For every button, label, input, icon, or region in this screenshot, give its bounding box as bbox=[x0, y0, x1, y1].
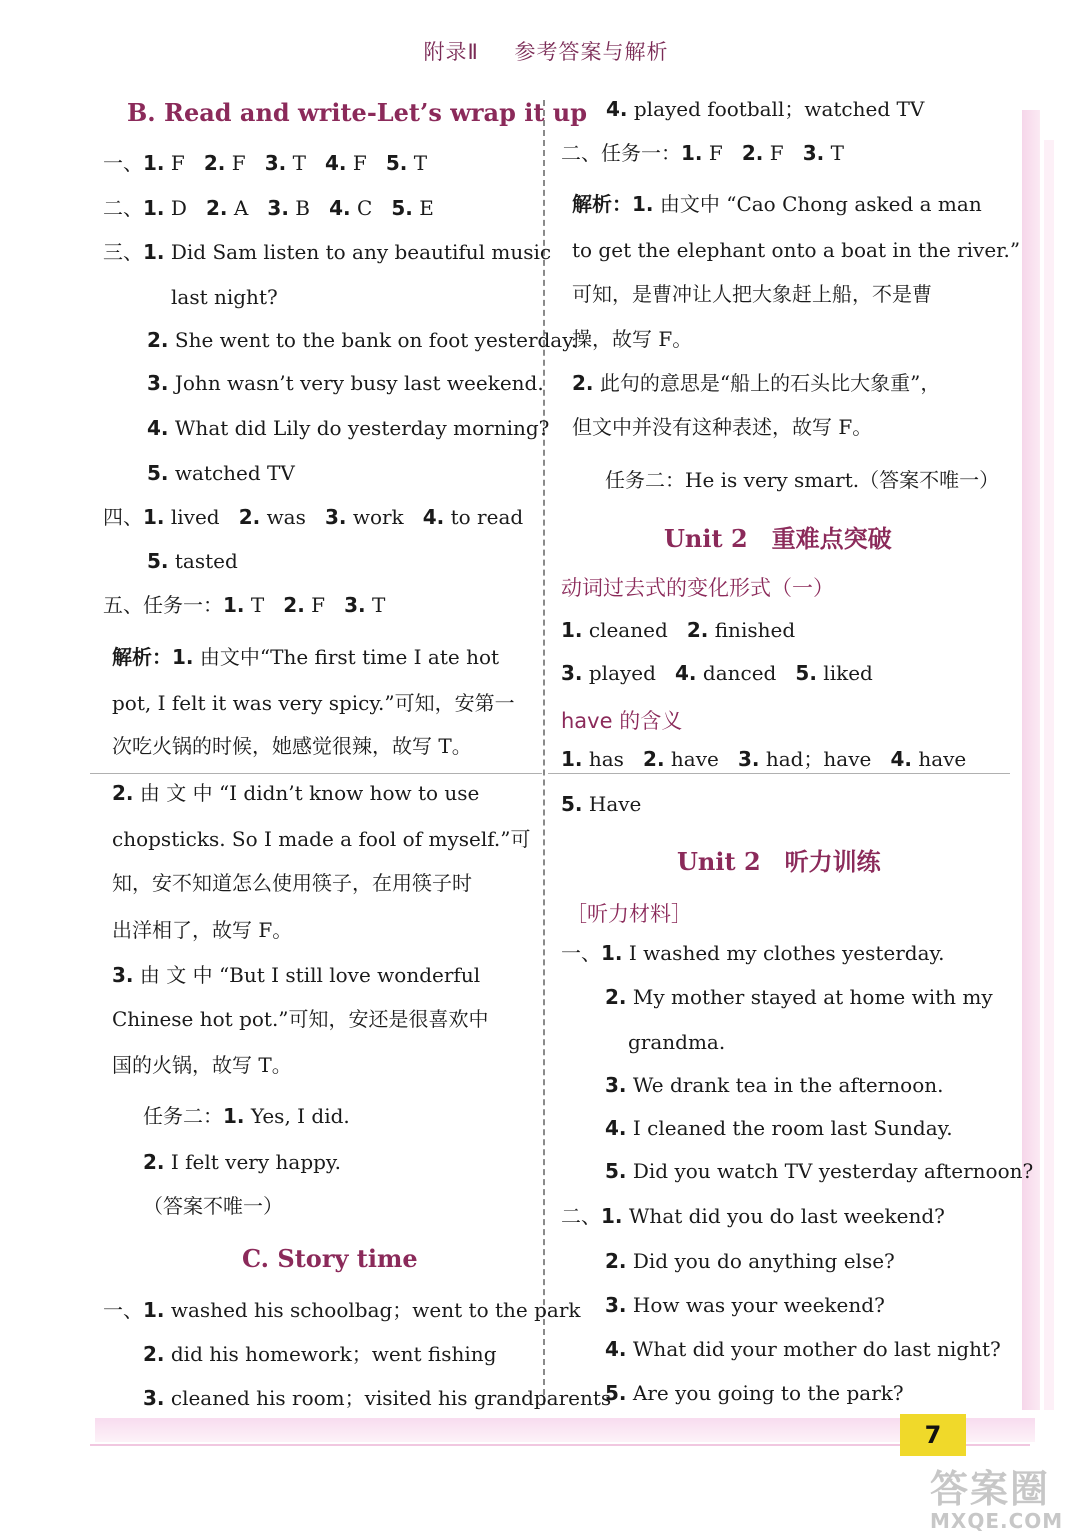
analysis-3-line-3: 国的火锅，故写 T。 bbox=[112, 1053, 292, 1077]
analysis-3-line-2: Chinese hot pot.”可知，安还是很喜欢中 bbox=[112, 1007, 489, 1031]
answer-row-3-4: 4. What did Lily do yesterday morning? bbox=[147, 416, 550, 440]
page-edge-decoration bbox=[1022, 110, 1040, 1410]
listening-1-3: 3. We drank tea in the afternoon. bbox=[605, 1073, 944, 1097]
unit2-key-points-title: Unit 2 重难点突破 bbox=[664, 524, 892, 553]
story-answer-3: 3. cleaned his room；visited his grandparents bbox=[143, 1386, 612, 1410]
answer-row-4: 四、1. lived 2. was 3. work 4. to read bbox=[103, 505, 524, 529]
story-answer-1: 一、1. washed his schoolbag；went to the park bbox=[103, 1298, 581, 1322]
page-edge-decoration-inner bbox=[1044, 140, 1054, 1410]
page-number: 7 bbox=[900, 1414, 966, 1456]
listening-1-2: 2. My mother stayed at home with my bbox=[605, 985, 993, 1009]
analysis-2-line-3: 知，安不知道怎么使用筷子，在用筷子时 bbox=[112, 871, 472, 895]
section-b-title: B. Read and write-Let’s wrap it up bbox=[127, 98, 588, 127]
analysis-2-line-2: chopsticks. So I made a fool of myself.”可 bbox=[112, 827, 531, 851]
appendix-label: 附录Ⅱ bbox=[423, 40, 479, 64]
story-analysis-line-3: 可知，是曹冲让人把大象赶上船，不是曹 bbox=[572, 282, 932, 306]
page-bottom-line bbox=[90, 1444, 1030, 1446]
listening-1-2b: grandma. bbox=[628, 1030, 726, 1054]
page-header bbox=[0, 36, 1092, 66]
listening-2-2: 2. Did you do anything else? bbox=[605, 1249, 895, 1273]
answer-row-3-2: 2. She went to the bank on foot yesterday. bbox=[147, 328, 578, 352]
listening-2-4: 4. What did your mother do last night? bbox=[605, 1337, 1001, 1361]
watermark bbox=[930, 1458, 1080, 1532]
listening-1-4: 4. I cleaned the room last Sunday. bbox=[605, 1116, 953, 1140]
answer-row-3-5: 5. watched TV bbox=[147, 461, 295, 485]
listening-1-1: 一、1. I washed my clothes yesterday. bbox=[561, 941, 945, 965]
column-divider bbox=[543, 100, 545, 1405]
analysis-2-line-4: 出洋相了，故写 F。 bbox=[112, 918, 293, 942]
past-tense-row-1: 1. cleaned 2. finished bbox=[561, 618, 796, 642]
answer-row-1: 一、1. F 2. F 3. T 4. F 5. T bbox=[103, 151, 428, 175]
story-analysis-line-2: to get the elephant onto a boat in the river.” bbox=[572, 238, 1021, 262]
listening-material-label: ［听力材料］ bbox=[566, 902, 692, 926]
analysis-2-line-1: 2. 由 文 中 “I didn’t know how to use bbox=[112, 781, 480, 805]
task2-answer-2: 2. I felt very happy. bbox=[143, 1150, 341, 1174]
answer-row-3-1b: last night? bbox=[171, 285, 278, 309]
analysis-1-line-1: 解析：1. 由文中“The first time I ate hot bbox=[112, 645, 500, 669]
left-fold-line bbox=[90, 773, 542, 774]
have-meaning-title: have 的含义 bbox=[561, 709, 683, 733]
unit2-listening-title: Unit 2 听力训练 bbox=[677, 847, 881, 876]
story-analysis-line-5: 2. 此句的意思是“船上的石头比大象重”， bbox=[572, 371, 941, 395]
listening-1-5: 5. Did you watch TV yesterday afternoon? bbox=[605, 1159, 1034, 1183]
have-row-1: 1. has 2. have 3. had；have 4. have bbox=[561, 747, 967, 771]
watermark-url: MXQE.COM bbox=[930, 1509, 1064, 1533]
listening-2-1: 二、1. What did you do last weekend? bbox=[561, 1204, 945, 1228]
watermark-logo-text: 答案圈 bbox=[930, 1467, 1051, 1511]
story-task2: 任务二：He is very smart.（答案不唯一） bbox=[605, 468, 1000, 492]
answer-row-3-1: 三、1. Did Sam listen to any beautiful music bbox=[103, 240, 552, 264]
task2-answer-1: 任务二：1. Yes, I did. bbox=[143, 1104, 350, 1128]
answer-row-3-3: 3. John wasn’t very busy last weekend. bbox=[147, 371, 544, 395]
story-analysis-line-6: 但文中并没有这种表述，故写 F。 bbox=[572, 415, 873, 439]
story-answer-2: 2. did his homework；went fishing bbox=[143, 1342, 497, 1366]
have-row-2: 5. Have bbox=[561, 792, 642, 816]
story-analysis-line-4: 操，故写 F。 bbox=[572, 327, 693, 351]
analysis-1-line-3: 次吃火锅的时候，她感觉很辣，故写 T。 bbox=[112, 734, 472, 758]
past-tense-forms-title: 动词过去式的变化形式（一） bbox=[561, 576, 834, 600]
story-analysis-line-1: 解析：1. 由文中 “Cao Chong asked a man bbox=[572, 192, 982, 216]
task2-note: （答案不唯一） bbox=[143, 1194, 283, 1218]
story-task1-row: 二、任务一：1. F 2. F 3. T bbox=[561, 141, 844, 165]
header-title: 参考答案与解析 bbox=[514, 40, 669, 64]
section-c-title: C. Story time bbox=[242, 1244, 418, 1273]
analysis-3-line-1: 3. 由 文 中 “But I still love wonderful bbox=[112, 963, 481, 987]
analysis-1-line-2: pot, I felt it was very spicy.”可知，安第一 bbox=[112, 691, 515, 715]
page-bottom-decoration bbox=[95, 1418, 1035, 1442]
answer-row-4-5: 5. tasted bbox=[147, 549, 238, 573]
story-answer-4: 4. played football；watched TV bbox=[606, 97, 925, 121]
listening-2-3: 3. How was your weekend? bbox=[605, 1293, 885, 1317]
listening-2-5: 5. Are you going to the park? bbox=[605, 1381, 904, 1405]
right-fold-line bbox=[548, 773, 1010, 774]
answer-row-2: 二、1. D 2. A 3. B 4. C 5. E bbox=[103, 196, 434, 220]
past-tense-row-2: 3. played 4. danced 5. liked bbox=[561, 661, 873, 685]
answer-row-5: 五、任务一：1. T 2. F 3. T bbox=[103, 593, 386, 617]
